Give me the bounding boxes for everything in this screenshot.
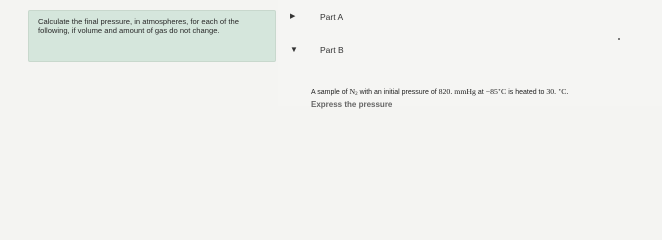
part-a-toggle[interactable] <box>290 12 343 22</box>
triangle-down-icon: ▼ <box>290 45 298 54</box>
initial-temperature: −85∘C <box>485 87 507 96</box>
initial-pressure-value: 820. <box>438 87 453 96</box>
decorative-dot <box>618 38 620 40</box>
problem-mid: with an initial pressure of <box>359 89 437 96</box>
express-instruction: Express the pressure <box>311 100 393 109</box>
part-a-label: Part A <box>320 12 344 22</box>
problem-heated: is heated to <box>508 89 545 96</box>
part-b-label: Part B <box>320 45 344 55</box>
part-b-toggle[interactable] <box>290 45 344 55</box>
problem-lead: A sample of <box>311 89 348 96</box>
problem-at: at <box>477 89 484 96</box>
final-temperature: 30. ∘C. <box>546 87 569 96</box>
question-panel <box>278 0 662 109</box>
gas-formula: $N_2$ <box>349 87 358 97</box>
instructions-panel <box>28 10 276 62</box>
problem-statement <box>311 86 568 99</box>
pressure-unit: mmHg <box>454 87 476 96</box>
instructions-text: Calculate the final pressure, in atmospheres, for each of the following, if volume and amount of gas do not change. <box>38 17 239 36</box>
triangle-right-icon: ▶ <box>290 13 296 20</box>
